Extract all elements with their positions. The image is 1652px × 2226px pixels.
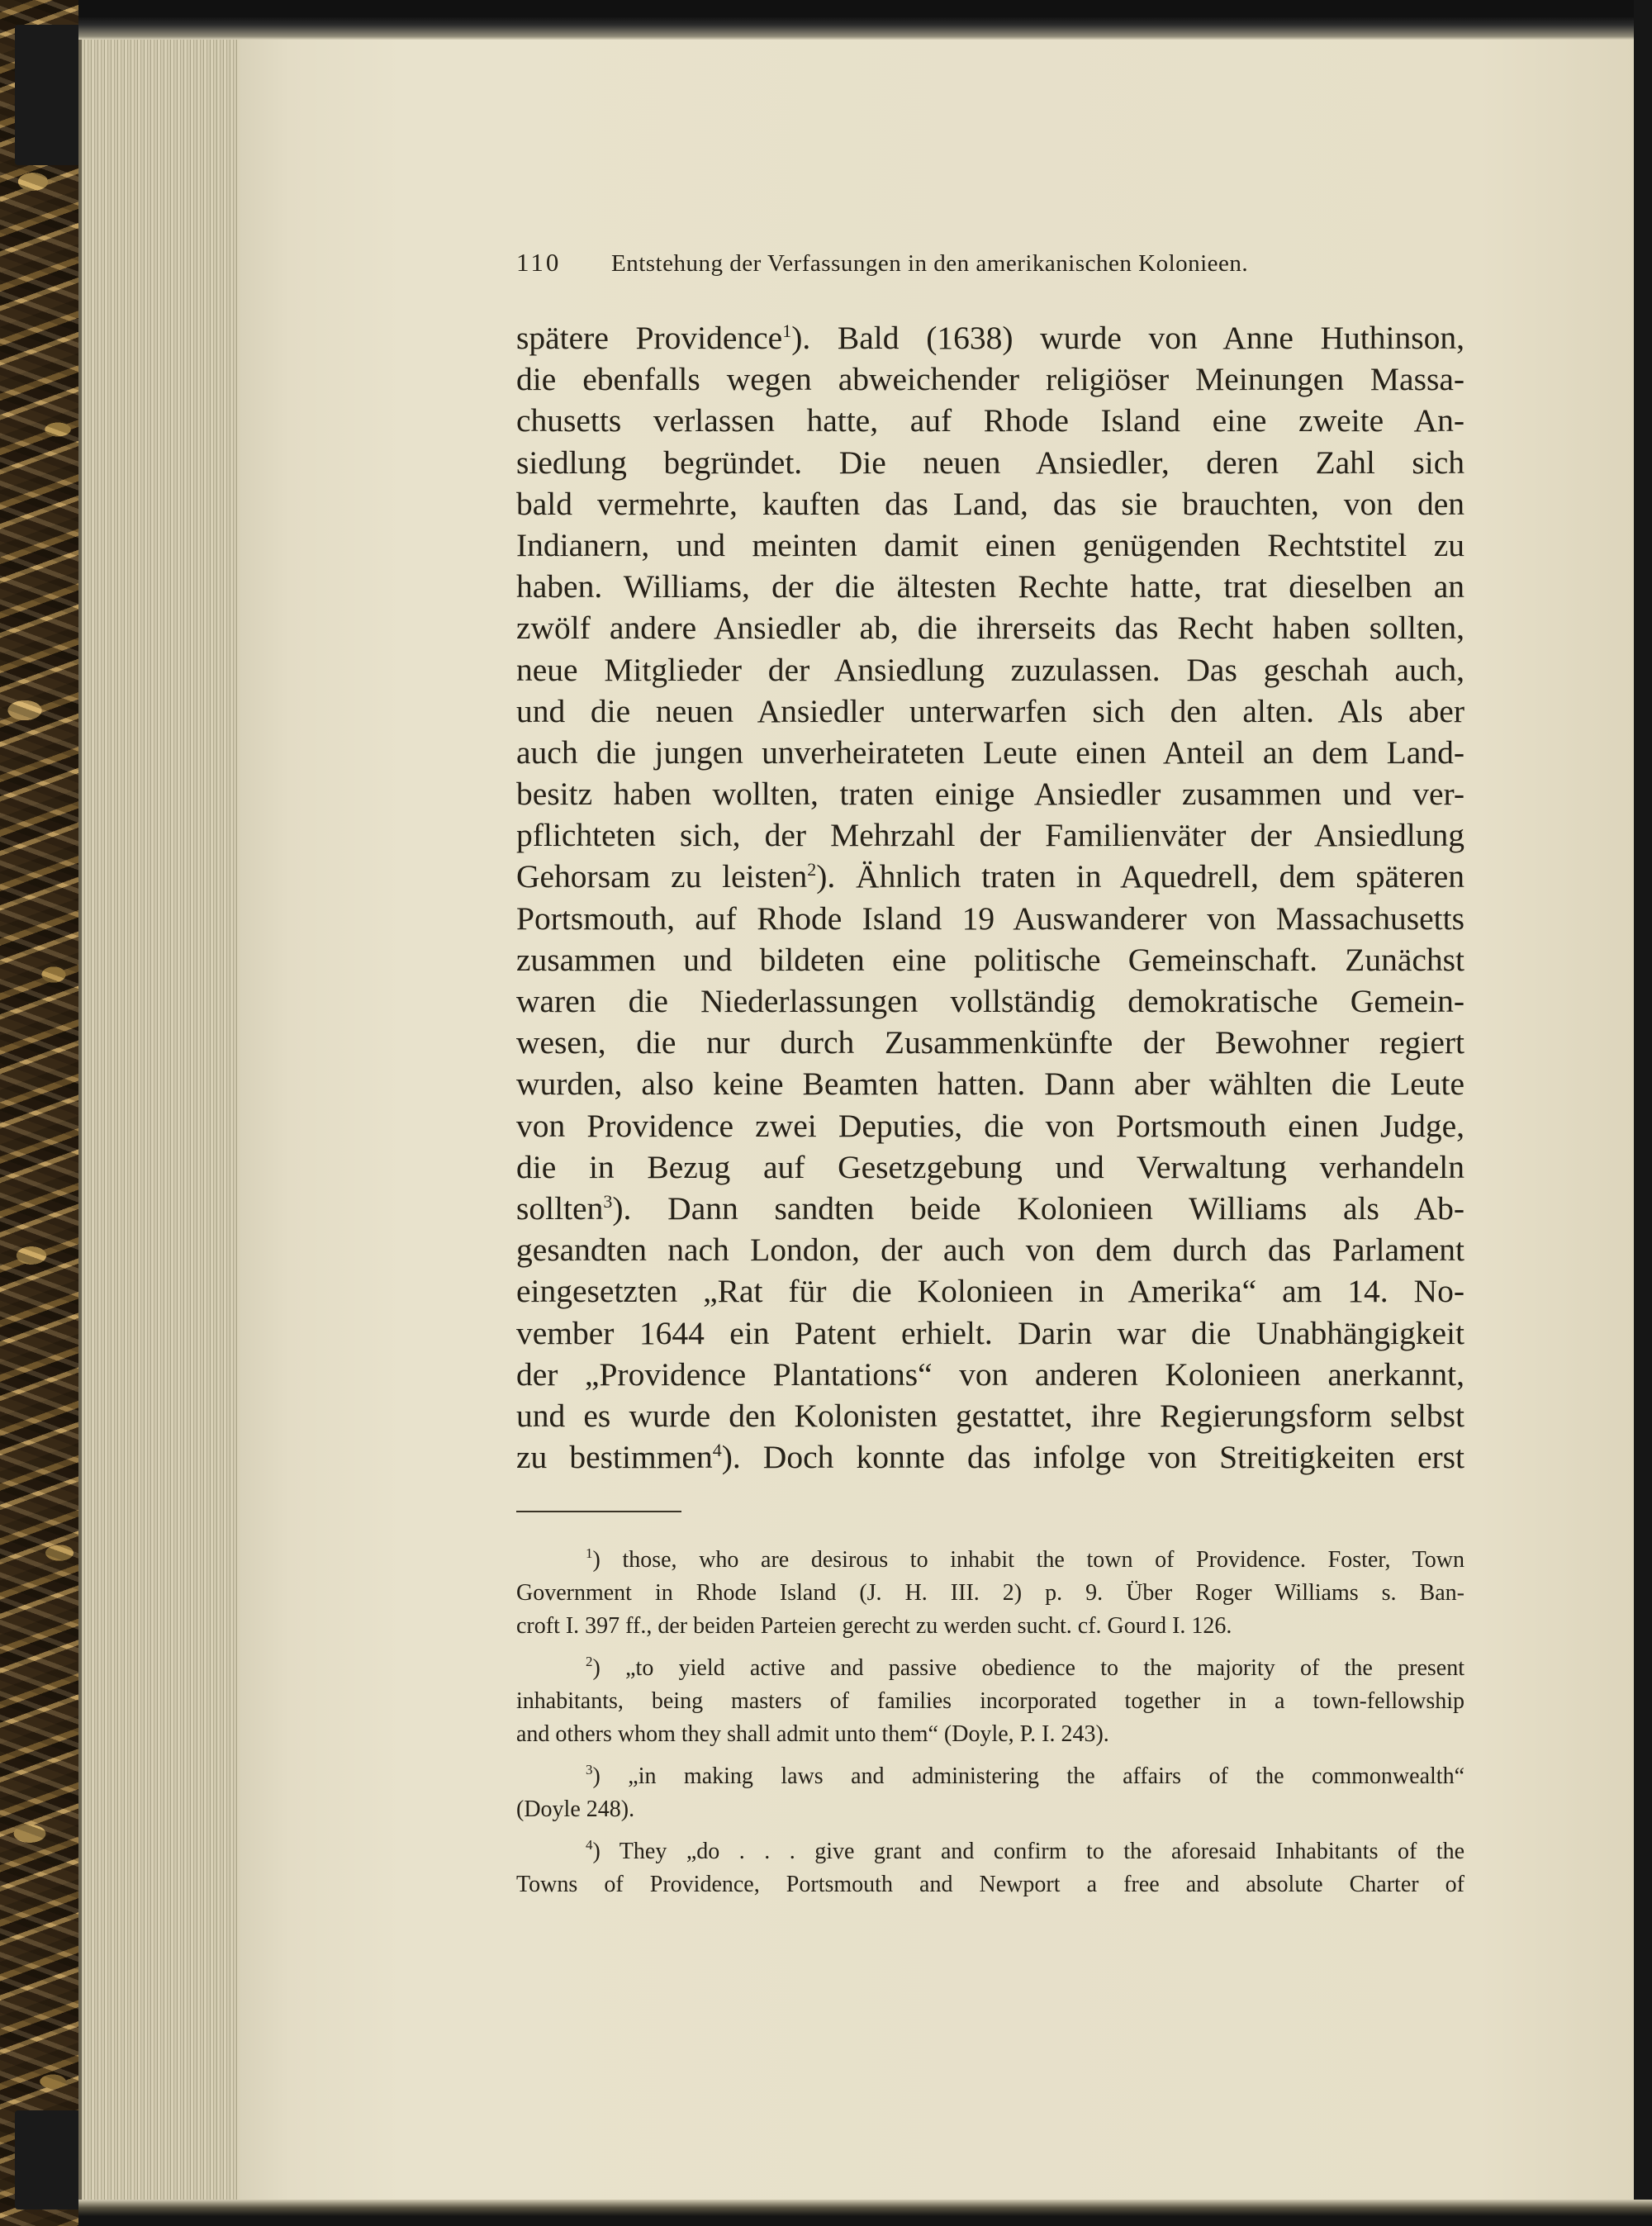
text-segment: ). Bald (1638) wurde von Anne Huthinson, <box>791 320 1464 356</box>
footnote-line <box>516 1835 1464 1868</box>
text-segment: gesandten nach London, der auch von dem durch das Parlament <box>516 1232 1464 1269</box>
running-title: Entstehung der Verfassungen in den amerikanischen Kolonieen. <box>611 250 1249 277</box>
footnote-line <box>516 1718 1464 1751</box>
footnote-text: (Doyle 248). <box>516 1796 635 1823</box>
text-line <box>516 483 1464 524</box>
marbled-edge <box>0 0 87 2226</box>
text-segment: chusetts verlassen hatte, auf Rhode Island eine zweite An- <box>516 402 1464 439</box>
footnote-line <box>516 1577 1464 1610</box>
text-line <box>516 856 1464 897</box>
bottom-shadow <box>78 2200 1652 2226</box>
text-segment: Portsmouth, auf Rhode Island 19 Auswanderer von Massachusetts <box>516 899 1464 937</box>
page-content <box>516 248 1464 1910</box>
footnote-marker: 4 <box>586 1837 593 1853</box>
text-line <box>516 1063 1464 1104</box>
page-number: 110 <box>516 248 562 277</box>
spine-cloth <box>15 25 81 165</box>
text-segment: spätere Providence <box>516 320 783 356</box>
text-segment: vember 1644 ein Patent erhielt. Darin war die Unabhängigkeit <box>516 1314 1464 1351</box>
text-segment: pflichteten sich, der Mehrzahl der Familienväter der Ansiedlung <box>516 817 1464 854</box>
footnote-ref: 2 <box>807 859 817 880</box>
text-line <box>516 1395 1464 1436</box>
text-segment: besitz haben wollten, traten einige Ansiedler zusammen und ver- <box>516 776 1464 813</box>
footnote-line <box>516 1868 1464 1901</box>
text-line <box>516 939 1464 980</box>
footnote-ref: 1 <box>782 320 792 341</box>
text-segment: die ebenfalls wegen abweichender religiöser Meinungen Massa- <box>516 361 1464 398</box>
footnote <box>516 1544 1464 1643</box>
text-segment: Gehorsam zu leisten <box>516 858 808 895</box>
text-line <box>516 1229 1464 1270</box>
spine-cloth-bottom <box>15 2110 81 2209</box>
text-segment: ). Doch konnte das infolge von Streitigkeiten erst <box>721 1439 1464 1476</box>
footnotes <box>516 1544 1464 1901</box>
page-block-edges <box>78 33 251 2214</box>
text-segment: sollten <box>516 1189 604 1227</box>
text-line <box>516 400 1464 441</box>
text-line <box>516 1354 1464 1395</box>
footnote <box>516 1835 1464 1901</box>
footnote-text: ) They „do . . . give grant and confirm to the aforesaid Inhabitants of the <box>592 1839 1464 1865</box>
text-line <box>516 442 1464 483</box>
text-line <box>516 1022 1464 1063</box>
footnote-line <box>516 1793 1464 1826</box>
text-line <box>516 566 1464 607</box>
text-line <box>516 1188 1464 1229</box>
text-segment: die in Bezug auf Gesetzgebung und Verwaltung verhandeln <box>516 1148 1464 1185</box>
text-segment: und die neuen Ansiedler unterwarfen sich den alten. Als aber <box>516 692 1464 729</box>
text-segment: und es wurde den Kolonisten gestattet, ihre Regierungsform selbst <box>516 1397 1464 1434</box>
text-segment: der „Providence Plantations“ von anderen Kolonieen anerkannt, <box>516 1355 1464 1393</box>
text-segment: eingesetzten „Rat für die Kolonieen in Amerika“ am 14. No- <box>516 1273 1464 1310</box>
text-segment: bald vermehrte, kauften das Land, das sie brauchten, von den <box>516 485 1464 522</box>
text-line <box>516 1105 1464 1146</box>
text-line <box>516 649 1464 691</box>
footnote-text: Government in Rhode Island (J. H. III. 2) p. 9. Über Roger Williams s. Ban- <box>516 1580 1464 1607</box>
text-line <box>516 1312 1464 1354</box>
text-segment: neue Mitglieder der Ansiedlung zuzulassen. Das geschah auch, <box>516 651 1464 688</box>
footnote-text: and others whom they shall admit unto them“ (Doyle, P. I. 243). <box>516 1721 1109 1748</box>
text-line <box>516 1270 1464 1312</box>
footnote-line <box>516 1544 1464 1577</box>
text-line <box>516 358 1464 400</box>
footnote-line <box>516 1610 1464 1643</box>
running-header <box>516 248 1464 297</box>
footnote-ref: 3 <box>603 1190 613 1212</box>
text-segment: wesen, die nur durch Zusammenkünfte der Bewohner regiert <box>516 1024 1464 1061</box>
text-segment: siedlung begründet. Die neuen Ansiedler, deren Zahl sich <box>516 444 1464 481</box>
footnote-marker: 2 <box>586 1654 593 1670</box>
footnote <box>516 1652 1464 1751</box>
text-segment: haben. Williams, der die ältesten Rechte hatte, trat dieselben an <box>516 568 1464 605</box>
text-line <box>516 691 1464 732</box>
footnote-text: ) „to yield active and passive obedience to the majority of the present <box>592 1655 1464 1682</box>
text-line <box>516 607 1464 648</box>
text-segment: ). Ähnlich traten in Aquedrell, dem späteren <box>816 858 1465 895</box>
footnote-line <box>516 1652 1464 1685</box>
text-line <box>516 317 1464 358</box>
footnote-line <box>516 1760 1464 1793</box>
footnote-text: ) „in making laws and administering the affairs of the commonwealth“ <box>592 1763 1464 1790</box>
text-segment: zu bestimmen <box>516 1439 713 1476</box>
text-segment: ). Dann sandten beide Kolonieen Williams als Ab- <box>612 1189 1464 1227</box>
text-segment: zusammen und bildeten eine politische Gemeinschaft. Zunächst <box>516 941 1464 978</box>
footnote-text: inhabitants, being masters of families incorporated together in a town-fellowship <box>516 1688 1464 1715</box>
text-line <box>516 1436 1464 1478</box>
text-segment: Indianern, und meinten damit einen genügenden Rechtstitel zu <box>516 526 1464 563</box>
text-line <box>516 1146 1464 1188</box>
footnote-rule <box>516 1511 681 1512</box>
footnote-marker: 3 <box>586 1762 593 1778</box>
footnote-text: Towns of Providence, Portsmouth and Newport a free and absolute Charter of <box>516 1872 1464 1898</box>
text-segment: von Providence zwei Deputies, die von Portsmouth einen Judge, <box>516 1107 1464 1144</box>
footnote-ref: 4 <box>712 1440 722 1461</box>
footnote-marker: 1 <box>586 1545 593 1562</box>
text-line <box>516 524 1464 566</box>
top-shadow <box>78 0 1652 40</box>
text-segment: zwölf andere Ansiedler ab, die ihrerseits das Recht haben sollten, <box>516 610 1464 647</box>
right-shadow <box>1634 0 1652 2226</box>
text-line <box>516 732 1464 773</box>
body-text <box>516 317 1464 1478</box>
text-line <box>516 980 1464 1022</box>
text-segment: waren die Niederlassungen vollständig demokratische Gemein- <box>516 983 1464 1019</box>
footnote <box>516 1760 1464 1826</box>
footnote-text: croft I. 397 ff., der beiden Parteien gerecht zu werden sucht. cf. Gourd I. 126. <box>516 1613 1232 1640</box>
text-line <box>516 814 1464 856</box>
text-segment: auch die jungen unverheirateten Leute einen Anteil an dem Land- <box>516 733 1464 771</box>
footnote-text: ) those, who are desirous to inhabit the town of Providence. Foster, Town <box>592 1547 1464 1573</box>
text-line <box>516 773 1464 814</box>
text-line <box>516 898 1464 939</box>
footnote-line <box>516 1685 1464 1718</box>
text-segment: wurden, also keine Beamten hatten. Dann aber wählten die Leute <box>516 1066 1464 1103</box>
